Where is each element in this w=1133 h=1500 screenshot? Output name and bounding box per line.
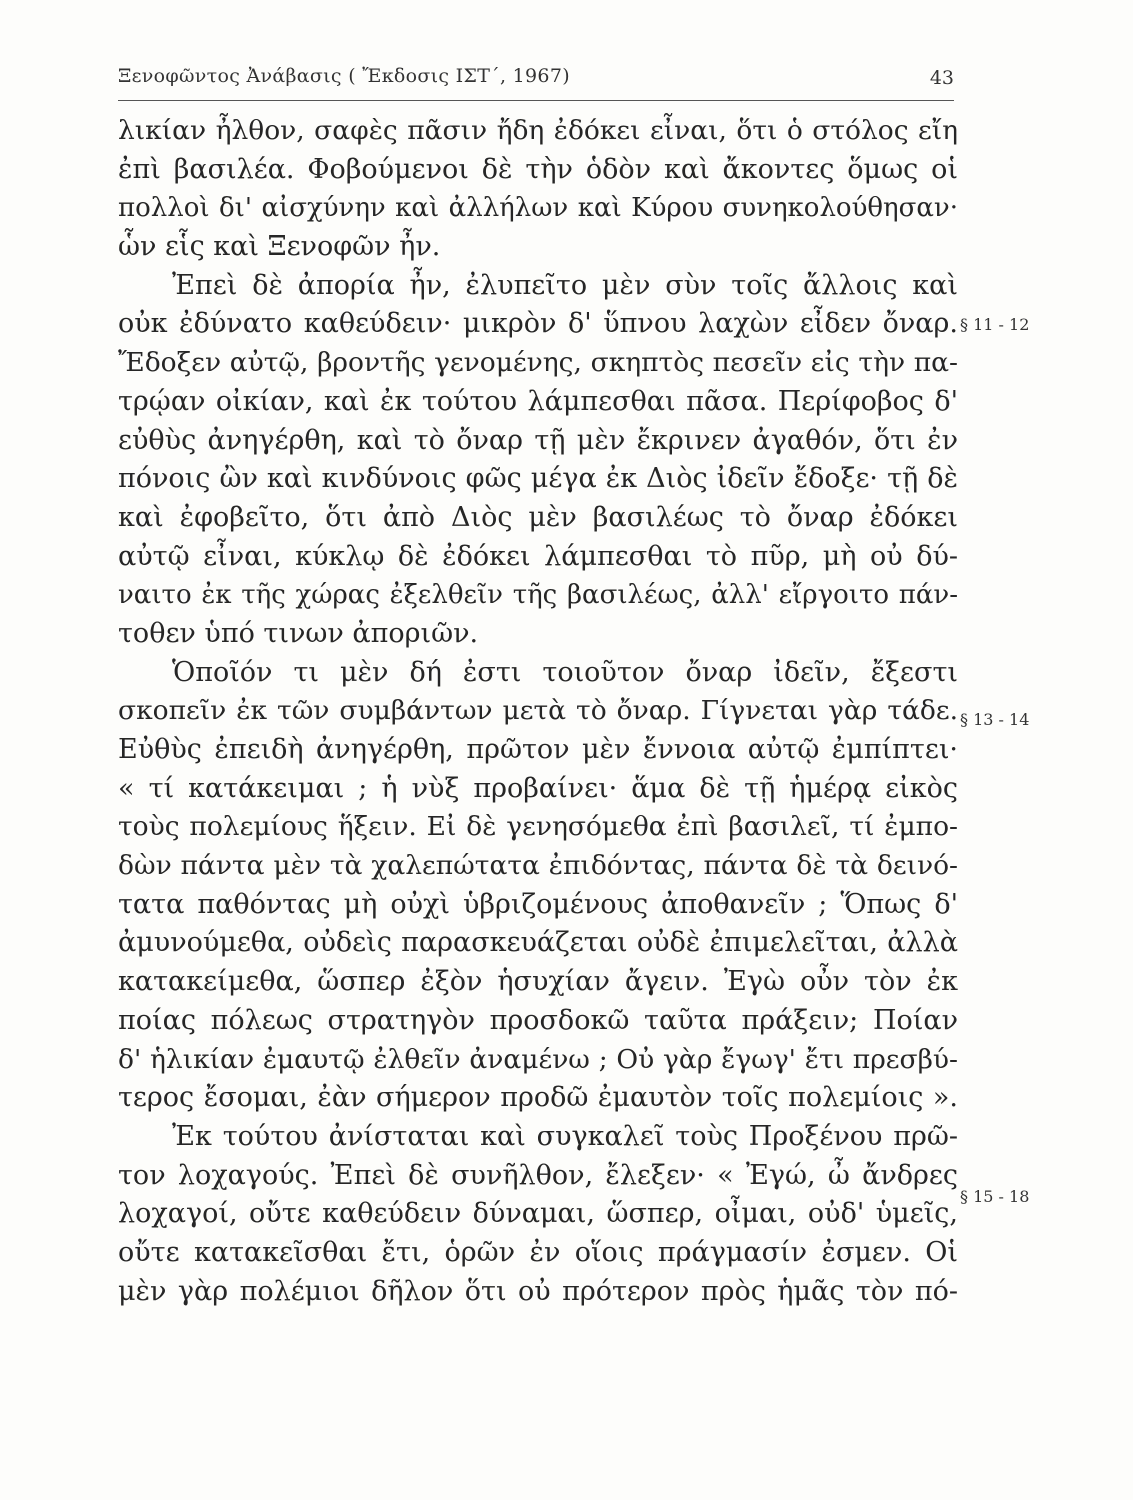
text-line: τοὺς πολεμίους ἥξειν. Εἰ δὲ γενησόμεθα ἐπὶ βασιλεῖ, τί ἐμπο- bbox=[118, 811, 958, 843]
text-line: οὐκ ἐδύνατο καθεύδειν· μικρὸν δ' ὕπνου λαχὼν εἶδεν ὄναρ. bbox=[118, 308, 958, 340]
text-line: τρῴαν οἰκίαν, καὶ ἐκ τούτου λάμπεσθαι πᾶσα. Περίφοβος δ' bbox=[118, 385, 958, 417]
text-line: εὐθὺς ἀνηγέρθη, καὶ τὸ ὄναρ τῇ μὲν ἔκρινεν ἀγαθόν, ὅτι ἐν bbox=[118, 424, 958, 456]
text-line: Ἔδοξεν αὐτῷ, βροντῆς γενομένης, σκηπτὸς πεσεῖν εἰς τὴν πα- bbox=[118, 347, 958, 379]
section-reference: § 13 - 14 bbox=[960, 710, 1030, 729]
text-line: μὲν γὰρ πολέμιοι δῆλον ὅτι οὐ πρότερον πρὸς ἡμᾶς τὸν πό- bbox=[118, 1275, 958, 1307]
text-line: Εὐθὺς ἐπειδὴ ἀνηγέρθη, πρῶτον μὲν ἔννοια αὐτῷ ἐμπίπτει· bbox=[118, 734, 958, 765]
text-line: τατα παθόντας μὴ οὐχὶ ὑβριζομένους ἀποθανεῖν ; Ὅπως δ' bbox=[118, 888, 958, 920]
text-line: ὧν εἷς καὶ Ξενοφῶν ἦν. bbox=[118, 231, 441, 263]
text-line: δὼν πάντα μὲν τὰ χαλεπώτατα ἐπιδόντας, πάντα δὲ τὰ δεινό- bbox=[118, 850, 958, 882]
page-number: 43 bbox=[929, 67, 954, 89]
text-line: ναιτο ἐκ τῆς χώρας ἐξελθεῖν τῆς βασιλέως, ἀλλ' εἴργοιτο πάν- bbox=[118, 580, 958, 611]
running-header bbox=[118, 60, 954, 101]
text-line: κατακείμεθα, ὥσπερ ἐξὸν ἡσυχίαν ἄγειν. Ἐγὼ οὖν τὸν ἐκ bbox=[118, 966, 958, 998]
section-reference: § 15 - 18 bbox=[960, 1187, 1030, 1206]
section-reference: § 11 - 12 bbox=[960, 315, 1030, 334]
text-line: πόνοις ὢν καὶ κινδύνοις φῶς μέγα ἐκ Διὸς ἰδεῖν ἔδοξε· τῇ δὲ bbox=[118, 463, 958, 495]
text-line: τοθεν ὑπό τινων ἀποριῶν. bbox=[118, 617, 479, 649]
running-title: Ξενοφῶντος Ἀνάβασις ( Ἔκδοσις ΙΣΤ΄, 1967) bbox=[118, 65, 570, 87]
text-line: καὶ ἐφοβεῖτο, ὅτι ἀπὸ Διὸς μὲν βασιλέως τὸ ὄναρ ἐδόκει bbox=[118, 501, 958, 533]
text-line: ποίας πόλεως στρατηγὸν προσδοκῶ ταῦτα πράξειν; Ποίαν bbox=[118, 1004, 958, 1036]
text-line: λοχαγοί, οὔτε καθεύδειν δύναμαι, ὥσπερ, οἶμαι, οὐδ' ὑμεῖς, bbox=[118, 1198, 958, 1230]
text-line: πολλοὶ δι' αἰσχύνην καὶ ἀλλήλων καὶ Κύρου συνηκολούθησαν· bbox=[118, 193, 958, 224]
text-line: ἐπὶ βασιλέα. Φοβούμενοι δὲ τὴν ὁδὸν καὶ ἄκοντες ὅμως οἱ bbox=[118, 153, 958, 185]
text-line: σκοπεῖν ἐκ τῶν συμβάντων μετὰ τὸ ὄναρ. Γίγνεται γὰρ τάδε. bbox=[118, 695, 958, 727]
text-line: Ἐπεὶ δὲ ἀπορία ἦν, ἐλυπεῖτο μὲν σὺν τοῖς ἄλλοις καὶ bbox=[172, 269, 958, 301]
text-line: δ' ἡλικίαν ἐμαυτῷ ἐλθεῖν ἀναμένω ; Οὐ γὰρ ἔγωγ' ἔτι πρεσβύ- bbox=[118, 1043, 958, 1075]
text-line: τερος ἔσομαι, ἐὰν σήμερον προδῶ ἐμαυτὸν τοῖς πολεμίοις ». bbox=[118, 1082, 958, 1114]
text-line: τον λοχαγούς. Ἐπεὶ δὲ συνῆλθον, ἔλεξεν· « Ἐγώ, ὦ ἄνδρες bbox=[118, 1159, 958, 1191]
text-line: ἀμυνούμεθα, οὐδεὶς παρασκευάζεται οὐδὲ ἐπιμελεῖται, ἀλλὰ bbox=[118, 927, 958, 959]
text-line: οὔτε κατακεῖσθαι ἔτι, ὁρῶν ἐν οἵοις πράγμασίν ἐσμεν. Οἱ bbox=[118, 1236, 958, 1268]
text-line: αὐτῷ εἶναι, κύκλῳ δὲ ἐδόκει λάμπεσθαι τὸ πῦρ, μὴ οὐ δύ- bbox=[118, 540, 958, 572]
text-line: Ὁποῖόν τι μὲν δή ἐστι τοιοῦτον ὄναρ ἰδεῖν, ἔξεστι bbox=[172, 656, 958, 688]
text-line: λικίαν ἦλθον, σαφὲς πᾶσιν ἤδη ἐδόκει εἶναι, ὅτι ὁ στόλος εἴη bbox=[118, 115, 958, 146]
text-line: « τί κατάκειμαι ; ἡ νὺξ προβαίνει· ἅμα δὲ τῇ ἡμέρᾳ εἰκὸς bbox=[118, 772, 958, 804]
text-line: Ἐκ τούτου ἀνίσταται καὶ συγκαλεῖ τοὺς Προξένου πρῶ- bbox=[172, 1120, 958, 1152]
main-text bbox=[118, 112, 958, 1311]
